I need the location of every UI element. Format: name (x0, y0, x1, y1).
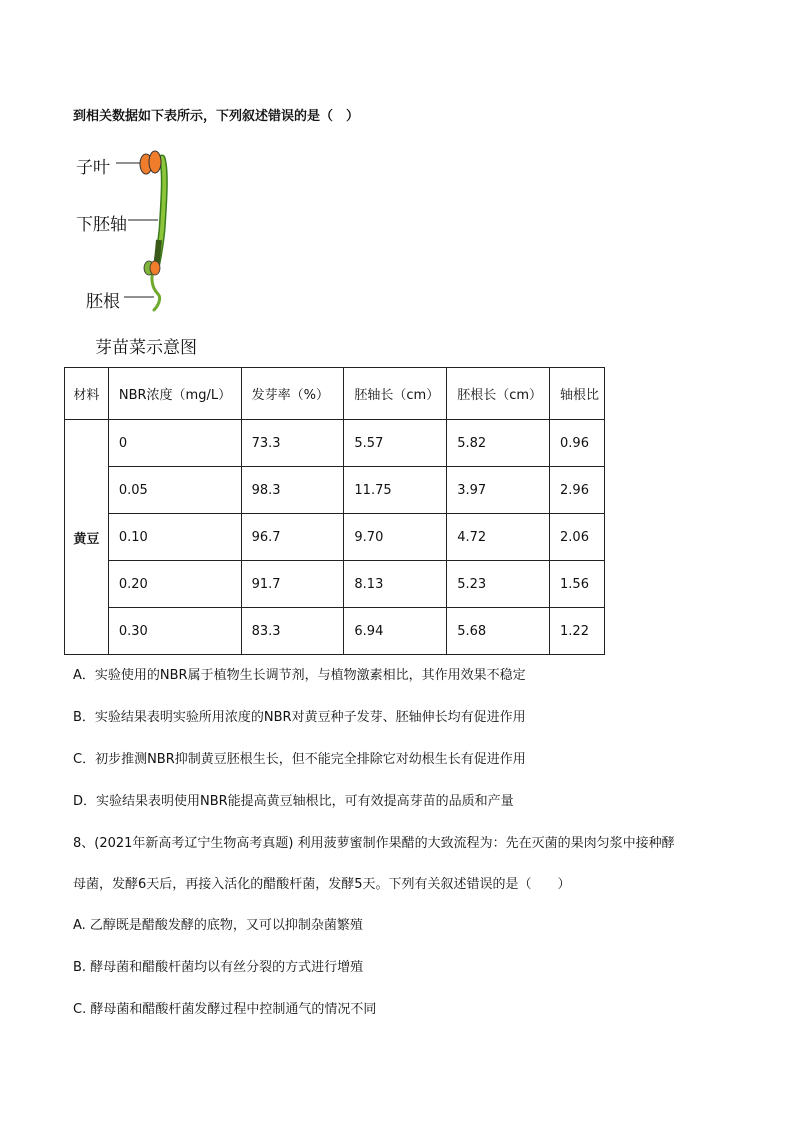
table-row (65, 467, 605, 514)
table-cell: 0 (108, 420, 241, 467)
cotyledon-label: 子叶 (76, 158, 110, 178)
table-cell: 1.22 (550, 608, 605, 655)
table-cell: 11.75 (344, 467, 447, 514)
header-germination-rate: 发芽率（%） (241, 368, 344, 420)
table-cell: 4.72 (447, 514, 550, 561)
header-material: 材料 (65, 368, 109, 420)
q8-option-b: B. 酵母菌和醋酸杆菌均以有丝分裂的方式进行增殖 (73, 960, 364, 975)
sprout-diagram (70, 140, 270, 360)
table-cell: 91.7 (241, 561, 344, 608)
table-row (65, 608, 605, 655)
table-cell: 9.70 (344, 514, 447, 561)
q7-option-c: C．初步推测NBR抑制黄豆胚根生长，但不能完全排除它对幼根生长有促进作用 (73, 752, 526, 767)
table-header-row (65, 368, 605, 420)
table-cell: 0.10 (108, 514, 241, 561)
header-ratio: 轴根比 (550, 368, 605, 420)
header-radicle-length: 胚根长（cm） (447, 368, 550, 420)
figure-caption: 芽苗菜示意图 (95, 338, 197, 358)
q7-option-b: B．实验结果表明实验所用浓度的NBR对黄豆种子发芽、胚轴伸长均有促进作用 (73, 710, 526, 725)
header-concentration: NBR浓度（mg/L） (108, 368, 241, 420)
table-row (65, 561, 605, 608)
table-cell: 0.05 (108, 467, 241, 514)
table-cell: 2.06 (550, 514, 605, 561)
table-cell: 5.57 (344, 420, 447, 467)
table-row (65, 514, 605, 561)
table-row (65, 420, 605, 467)
table-cell: 98.3 (241, 467, 344, 514)
question-intro: 到相关数据如下表所示，下列叙述错误的是（ ） (73, 109, 360, 124)
table-cell: 1.56 (550, 561, 605, 608)
table-cell: 8.13 (344, 561, 447, 608)
header-hypocotyl-length: 胚轴长（cm） (344, 368, 447, 420)
radicle-label: 胚根 (86, 292, 120, 312)
q7-option-a: A．实验使用的NBR属于植物生长调节剂，与植物激素相比，其作用效果不稳定 (73, 668, 526, 683)
q8-option-a: A. 乙醇既是醋酸发酵的底物，又可以抑制杂菌繁殖 (73, 918, 363, 933)
table-cell: 6.94 (344, 608, 447, 655)
table-cell: 5.23 (447, 561, 550, 608)
table-cell: 5.68 (447, 608, 550, 655)
table-cell: 83.3 (241, 608, 344, 655)
q8-option-c: C. 酵母菌和醋酸杆菌发酵过程中控制通气的情况不同 (73, 1002, 377, 1017)
table-cell: 5.82 (447, 420, 550, 467)
table-cell: 73.3 (241, 420, 344, 467)
q8-stem-line2: 母菌，发酵6天后，再接入活化的醋酸杆菌，发酵5天。下列有关叙述错误的是（ ） (73, 877, 571, 892)
q8-stem-line1: 8、(2021年新高考辽宁生物高考真题) 利用菠萝蜜制作果醋的大致流程为：先在灭菌的果肉匀浆中接种酵 (73, 836, 675, 851)
table-cell: 3.97 (447, 467, 550, 514)
material-cell: 黄豆 (65, 420, 109, 655)
q7-option-d: D．实验结果表明使用NBR能提高黄豆轴根比，可有效提高芽苗的品质和产量 (73, 794, 514, 809)
table-cell: 0.20 (108, 561, 241, 608)
nbr-data-table (64, 367, 605, 655)
hypocotyl-label: 下胚轴 (76, 215, 127, 235)
table-cell: 0.30 (108, 608, 241, 655)
table-cell: 0.96 (550, 420, 605, 467)
table-cell: 2.96 (550, 467, 605, 514)
table-cell: 96.7 (241, 514, 344, 561)
